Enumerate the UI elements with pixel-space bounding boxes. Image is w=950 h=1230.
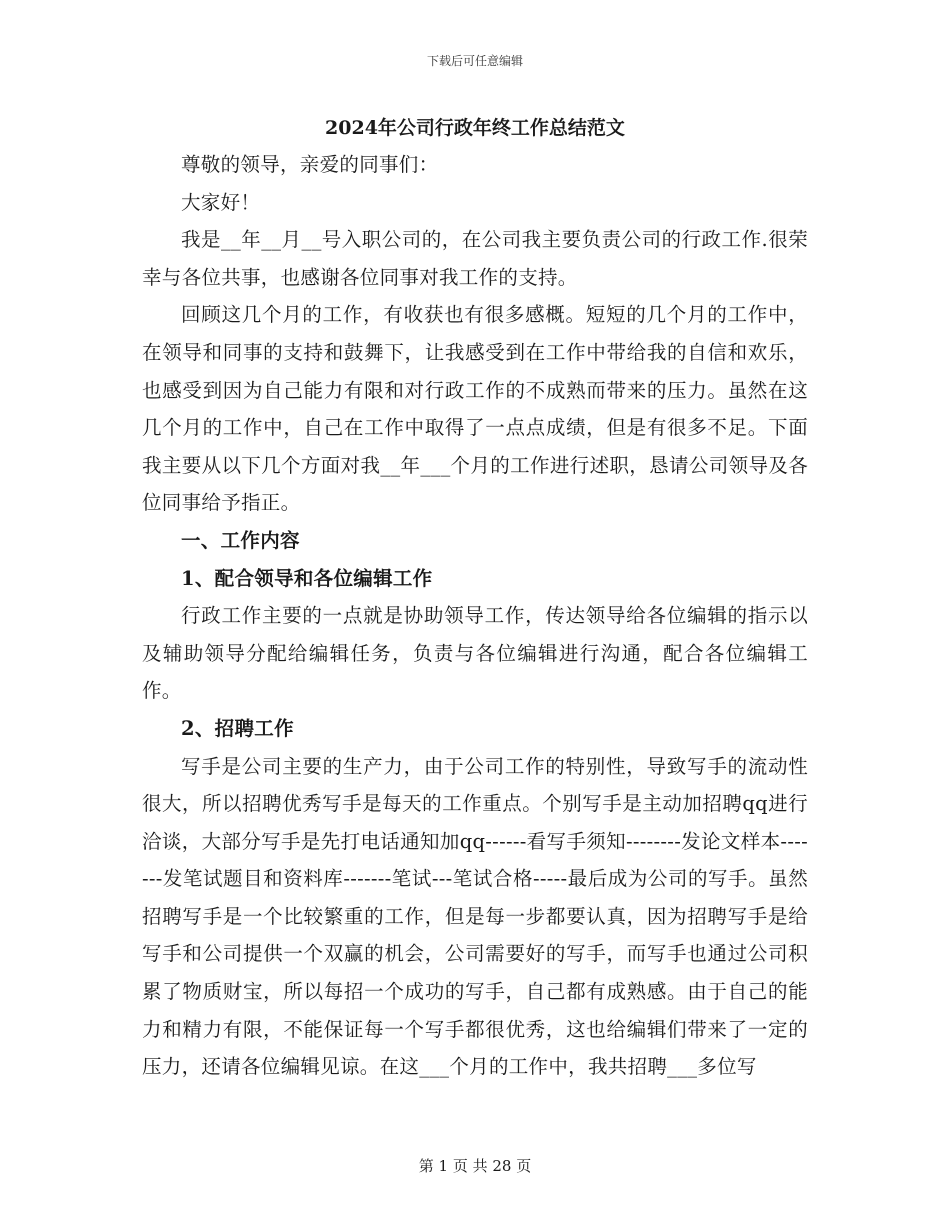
page-header-note: 下载后可任意编辑	[426, 54, 523, 68]
document-title: 2024年公司行政年终工作总结范文	[325, 117, 625, 139]
recruitment-paragraph: 写手是公司主要的生产力，由于公司工作的特别性，导致写手的流动性很大，所以招聘优秀写手是每天的工作重点。个别写手是主动加招聘qq进行洽谈，大部分写手是先打电话通知加qq------看写手须知--------发论文样本-------发笔试题目和资料库-------笔试---笔试合格-----最后成为公司的写手。虽然招聘写手是一个比较繁重的工作，但是每一步都要认真，因为招聘写手是给写手和公司提供一个双赢的机会，公司需要好的写手，而写手也通过公司积累了物质财宝，所以每招一个成功的写手，自己都有成熟感。由于自己的能力和精力有限，不能保证每一个写手都很优秀，这也给编辑们带来了一定的压力，还请各位编辑见谅。在这___个月的工作中，我共招聘___多位写	[142, 754, 808, 1079]
salutation: 尊敬的领导，亲爱的同事们：	[181, 153, 439, 176]
document-body	[142, 146, 808, 1086]
page-number: 第 1 页 共 28 页	[418, 1157, 532, 1175]
review-paragraph: 回顾这几个月的工作，有收获也有很多感概。短短的几个月的工作中，在领导和同事的支持和鼓舞下，让我感受到在工作中带给我的自信和欢乐，也感受到因为自己能力有限和对行政工作的不成熟而带来的压力。虽然在这几个月的工作中，自己在工作中取得了一点点成绩，但是有很多不足。下面我主要从以下几个方面对我__年___个月的工作进行述职，恳请公司领导及各位同事给予指正。	[142, 303, 808, 515]
subsection-heading-cooperation: 1、配合领导和各位编辑工作	[181, 566, 433, 590]
intro-paragraph: 我是__年__月__号入职公司的，在公司我主要负责公司的行政工作.很荣幸与各位共事，也感谢各位同事对我工作的支持。	[142, 228, 808, 289]
section-heading-work-content: 一、工作内容	[181, 528, 300, 552]
cooperation-paragraph: 行政工作主要的一点就是协助领导工作，传达领导给各位编辑的指示以及辅助领导分配给编辑任务，负责与各位编辑进行沟通，配合各位编辑工作。	[142, 604, 808, 703]
greeting: 大家好！	[181, 190, 261, 214]
subsection-heading-recruitment: 2、招聘工作	[181, 716, 294, 740]
